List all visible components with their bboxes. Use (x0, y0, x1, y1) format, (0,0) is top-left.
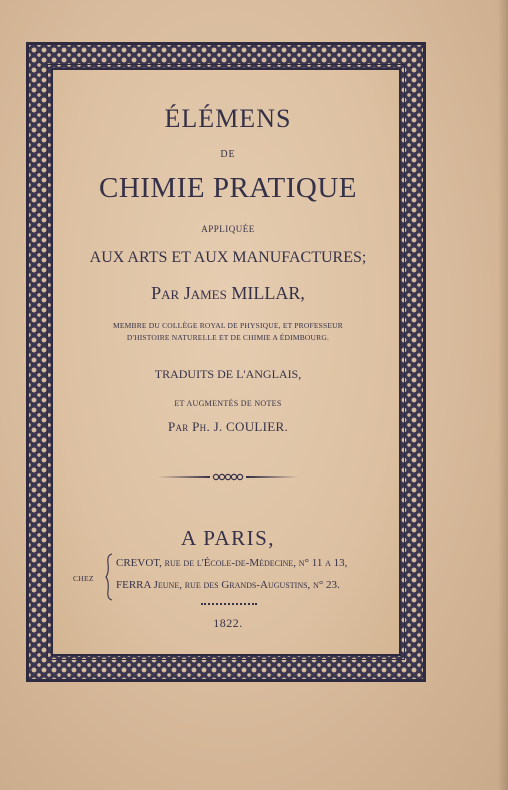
title-line-chimie-pratique: CHIMIE PRATIQUE (98, 172, 358, 204)
brace-icon (105, 553, 113, 601)
publisher-ferra: FERRA Jeune, rue des Grands-Augustins, n° 23. (116, 579, 340, 591)
author-affiliation-2: D'HISTOIRE NATURELLE ET DE CHIMIE A ÉDIMBOURG. (126, 333, 330, 342)
title-panel (51, 68, 401, 656)
title-line-appliquee: APPLIQUÉE (201, 224, 255, 234)
translated-line: TRADUITS DE L'ANGLAIS, (154, 367, 302, 381)
dotted-divider (201, 603, 257, 605)
title-line-arts-manufactures: AUX ARTS ET AUX MANUFACTURES; (89, 249, 367, 266)
year-line: 1822. (213, 616, 243, 630)
author-line: Par James MILLAR, (151, 283, 305, 303)
augmented-line: ET AUGMENTÉS DE NOTES (174, 399, 282, 408)
ornament-rule-icon (158, 471, 298, 483)
city-line: A PARIS, (180, 526, 276, 550)
title-line-de: DE (220, 149, 236, 160)
title-line-elemens: ÉLÉMENS (164, 104, 292, 133)
chez-label: CHEZ (73, 574, 94, 583)
publisher-crevot: CREVOT, rue de l'École-de-Médecine, n° 11 a 13, (116, 557, 348, 569)
author-affiliation-1: MEMBRE DU COLLÈGE ROYAL DE PHYSIQUE, ET PROFESSEUR (112, 321, 344, 330)
translator-line: Par Ph. J. COULIER. (167, 419, 289, 434)
